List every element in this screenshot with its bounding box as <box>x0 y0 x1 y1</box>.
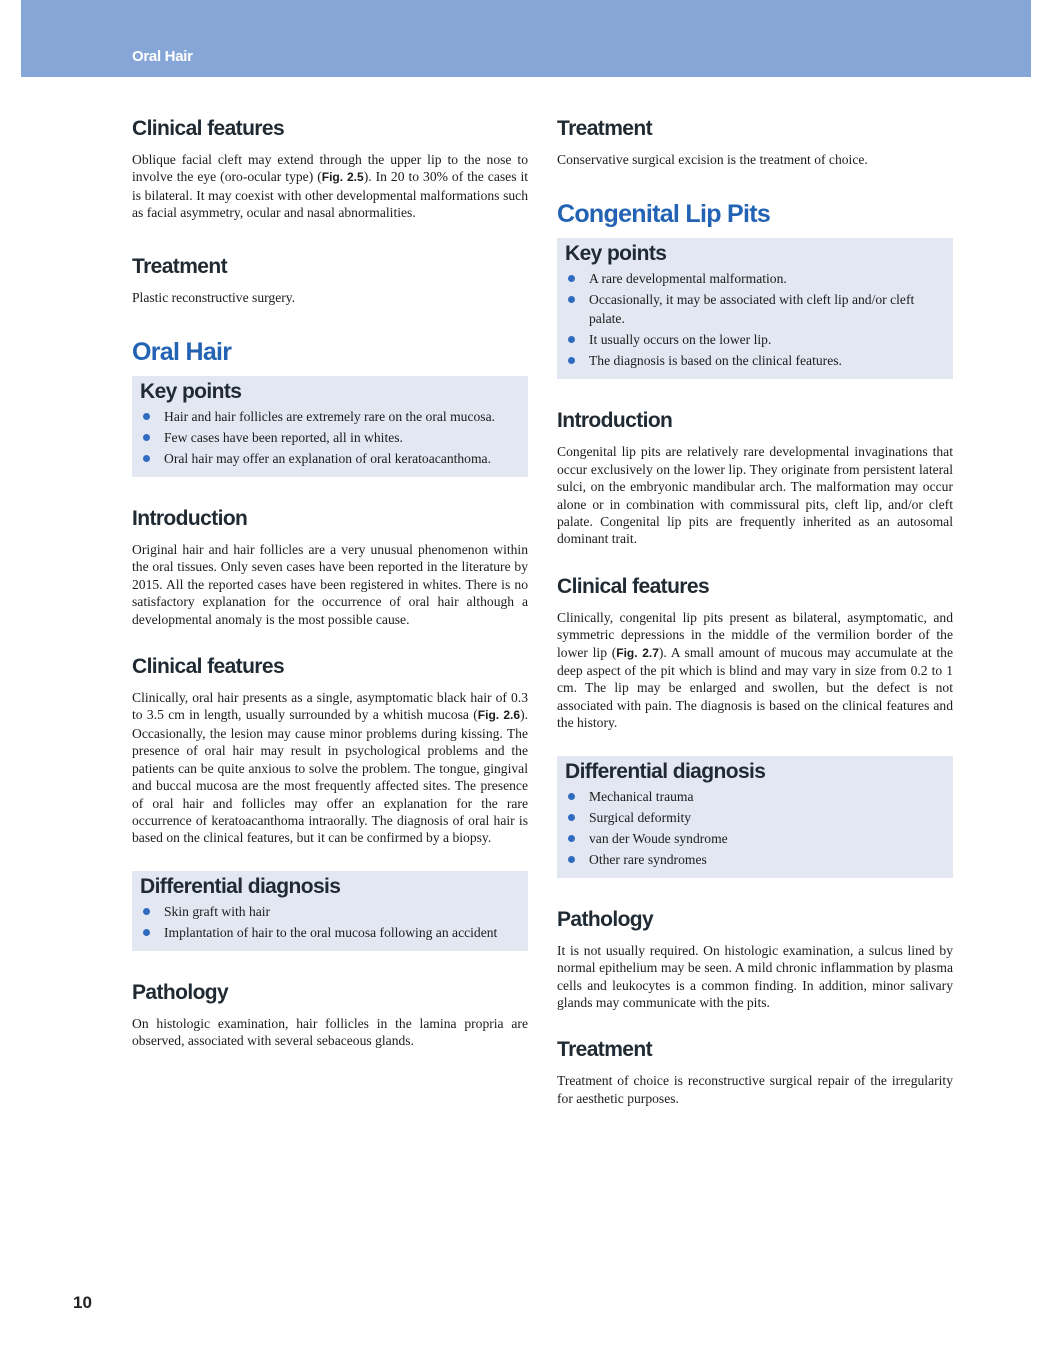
section-introduction <box>557 406 953 547</box>
section-text: Treatment of choice is reconstructive surgical repair of the irregularity for aesthetic purposes. <box>557 1073 953 1106</box>
section-introduction <box>132 504 528 628</box>
list-item: Oral hair may offer an explanation of oral keratoacanthoma. <box>140 449 520 468</box>
section-text: It is not usually required. On histologic examination, a sulcus lined by normal epithelium may be seen. A mild chronic inflammation by plasma cells and leukocytes is a common finding. In addition, minor salivary glands may communicate with the pits. <box>557 942 953 1010</box>
list-item: Surgical deformity <box>565 808 945 827</box>
left-column <box>132 114 528 1080</box>
section-heading: Treatment <box>557 1038 652 1062</box>
box-heading: Differential diagnosis <box>565 759 766 783</box>
section-heading: Treatment <box>557 117 652 140</box>
section-clinical-features-cleft <box>132 114 528 222</box>
section-text: Clinically, oral hair presents as a single, asymptomatic black hair of 0.3 to 3.5 cm in length, usually surrounded by a whitish mucosa (Fig. 2.6). Occasionally, the lesion may cause minor problems during kissing. The presence of oral hair may result in psychological problems and the patients can be quite anxious to solve the problem. The tongue, gingival and buccal mucosa are the most frequently affected sites. The presence of oral hair and follicles may offer an explanation for the rare occurrence of keratoacanthoma intraorally. The diagnosis of oral hair is based on the clinical features, but it can be confirmed by a biopsy. <box>132 690 528 846</box>
section-heading: Introduction <box>557 409 673 433</box>
header-bar <box>21 0 1031 77</box>
section-text: Oblique facial cleft may extend through the upper lip to the nose to involve the eye (oro-ocular type) (Fig. 2.5). In 20 to 30% of the cases it is bilateral. It may coexist with other developmental malformations such as facial asymmetry, ocular and nasal abnormalities. <box>132 152 529 221</box>
list-item: Occasionally, it may be associated with cleft lip and/or cleft palate. <box>565 290 945 328</box>
figure-ref: Fig. 2.5 <box>321 170 364 185</box>
section-heading: Clinical features <box>132 117 285 140</box>
section-text: Conservative surgical excision is the treatment of choice. <box>557 152 868 167</box>
section-clinical-features <box>557 572 953 732</box>
list-item: van der Woude syndrome <box>565 829 945 848</box>
list-item: It usually occurs on the lower lip. <box>565 330 945 349</box>
differential-diagnosis-box <box>557 756 953 878</box>
key-points-box <box>132 376 528 477</box>
right-column <box>557 114 953 1137</box>
section-heading: Clinical features <box>557 574 710 598</box>
section-text: Original hair and hair follicles are a very unusual phenomenon within the oral tissues. Only seven cases have been reported in the literature by 2015. All the reported cases have been registered in whites. There is no satisfactory explanation for the occurrence of oral hair although a developmental anomaly is the most possible cause. <box>132 542 528 627</box>
list-item: Implantation of hair to the oral mucosa following an accident <box>140 923 520 942</box>
section-pathology <box>132 978 528 1050</box>
section-treatment <box>557 114 953 168</box>
chapter-title-oral-hair: Oral Hair <box>132 338 232 367</box>
differential-diagnosis-box <box>132 871 528 951</box>
box-heading: Key points <box>140 380 242 404</box>
list-item: Other rare syndromes <box>565 850 945 869</box>
key-points-box <box>557 238 953 379</box>
section-heading: Pathology <box>132 980 229 1004</box>
section-text: Congenital lip pits are relatively rare developmental invaginations that occur exclusively on the lower lip. They originate from persistent lateral sulci, on the embryonic mandibular arch. The malformation may occur alone or in combination with commissural pits, cleft lip, and/or cleft palate. Congenital lip pits are frequently inherited as an autosomal dominant trait. <box>557 444 953 547</box>
list-item: The diagnosis is based on the clinical features. <box>565 351 945 370</box>
figure-ref: Fig. 2.7 <box>616 645 659 660</box>
section-clinical-features <box>132 652 528 847</box>
list-item: Hair and hair follicles are extremely rare on the oral mucosa. <box>140 407 520 426</box>
running-title: Oral Hair <box>132 48 193 65</box>
page-number: 10 <box>73 1293 92 1312</box>
section-treatment <box>557 1035 953 1107</box>
list-item: Few cases have been reported, all in whites. <box>140 428 520 447</box>
section-text: On histologic examination, hair follicles in the lamina propria are observed, associated with several sebaceous glands. <box>132 1015 528 1049</box>
list-item: Skin graft with hair <box>140 902 520 921</box>
section-heading: Clinical features <box>132 655 285 679</box>
section-treatment <box>132 252 528 306</box>
list-item: A rare developmental malformation. <box>565 269 945 288</box>
section-text: Plastic reconstructive surgery. <box>132 289 296 305</box>
section-heading: Treatment <box>132 254 227 278</box>
box-heading: Differential diagnosis <box>140 874 341 898</box>
chapter-title-congenital-lip-pits: Congenital Lip Pits <box>557 200 771 229</box>
section-heading: Pathology <box>557 907 654 931</box>
list-item: Mechanical trauma <box>565 787 945 806</box>
section-text: Clinically, congenital lip pits present as bilateral, asymptomatic, and symmetric depressions in the middle of the vermilion border of the lower lip (Fig. 2.7). A small amount of mucous may accumulate at the deep aspect of the pit which is blind and may vary in size from 0.2 to 1 cm. The lip may be enlarged and swollen, but the defect is not associated with pain. The diagnosis is based on the clinical features and the history. <box>557 609 953 731</box>
section-pathology <box>557 905 953 1012</box>
figure-ref: Fig. 2.6 <box>477 708 521 723</box>
section-heading: Introduction <box>132 507 248 531</box>
box-heading: Key points <box>565 242 667 266</box>
